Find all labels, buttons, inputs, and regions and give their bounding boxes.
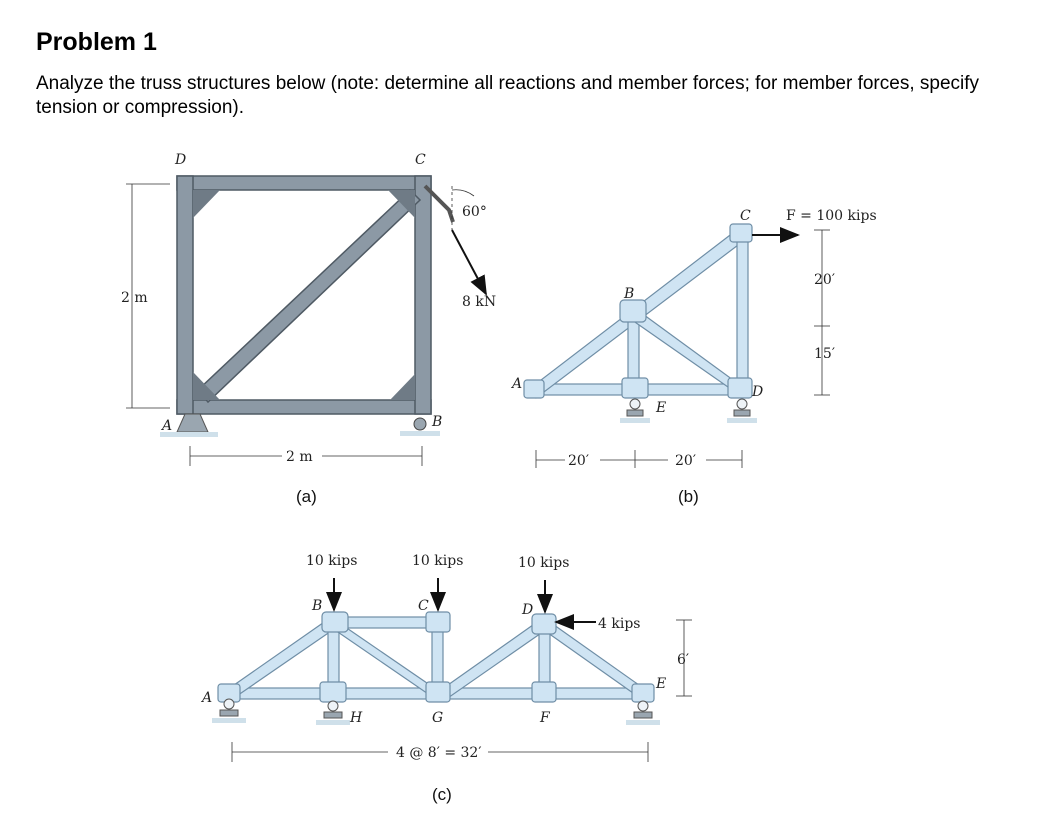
fig-c-load-d: 10 kips bbox=[518, 555, 570, 571]
figure-a bbox=[121, 152, 496, 506]
pin-support-a bbox=[177, 414, 208, 432]
fig-b-label-e: E bbox=[656, 400, 667, 416]
roller-support-h bbox=[316, 701, 350, 725]
fig-a-caption: (a) bbox=[296, 487, 317, 506]
fig-b-dim-left: 20′ bbox=[568, 453, 589, 469]
fig-b-label-a: A bbox=[512, 376, 523, 392]
fig-a-label-d: D bbox=[175, 152, 187, 168]
fig-b-label-d: D bbox=[752, 384, 764, 400]
fig-c-dim-height: 6′ bbox=[677, 652, 690, 668]
fig-c-dim-span: 4 @ 8′ = 32′ bbox=[396, 745, 482, 761]
fig-c-load-c: 10 kips bbox=[412, 553, 464, 569]
figure-c-truss bbox=[218, 612, 654, 702]
fig-b-dim-lower: 15′ bbox=[814, 346, 835, 362]
fig-a-label-a: A bbox=[162, 418, 173, 434]
fig-b-label-c: C bbox=[740, 208, 751, 224]
fig-c-caption: (c) bbox=[432, 785, 452, 804]
load-arrow-8kn bbox=[452, 230, 486, 294]
fig-c-label-c: C bbox=[418, 598, 429, 614]
pin-support-d bbox=[727, 399, 757, 423]
fig-c-label-a: A bbox=[202, 690, 213, 706]
fig-c-label-g: G bbox=[432, 710, 444, 726]
problem-statement: Analyze the truss structures below (note: determine all reactions and member forces; for member forces, specify tension or compression). bbox=[36, 73, 980, 118]
fig-b-caption: (b) bbox=[678, 487, 699, 506]
fig-c-load-h: 4 kips bbox=[598, 616, 641, 632]
fig-c-label-h: H bbox=[350, 710, 363, 726]
fig-b-dim-right: 20′ bbox=[675, 453, 696, 469]
fig-a-dim-width: 2 m bbox=[286, 449, 313, 465]
figure-b-truss bbox=[524, 224, 752, 398]
fig-a-load-label: 8 kN bbox=[462, 294, 497, 310]
fig-a-label-b: B bbox=[432, 414, 443, 430]
roller-support-e bbox=[626, 701, 660, 725]
fig-a-dim-height: 2 m bbox=[121, 290, 148, 306]
fig-c-load-b: 10 kips bbox=[306, 553, 358, 569]
fig-c-label-e: E bbox=[656, 676, 667, 692]
figure-a-truss bbox=[177, 176, 453, 414]
roller-support-b bbox=[414, 418, 426, 430]
fig-c-label-b: B bbox=[312, 598, 323, 614]
fig-c-label-d: D bbox=[522, 602, 534, 618]
pin-support-e bbox=[620, 399, 650, 423]
fig-a-label-c: C bbox=[415, 152, 426, 168]
fig-b-force-label: F = 100 kips bbox=[786, 208, 877, 224]
pin-support-a-c bbox=[212, 699, 246, 723]
problem-heading: Problem 1 bbox=[36, 28, 157, 56]
fig-c-label-f: F bbox=[540, 710, 550, 726]
fig-b-label-b: B bbox=[624, 286, 635, 302]
figure-c bbox=[200, 553, 692, 804]
figure-b bbox=[510, 208, 877, 506]
fig-a-angle: 60° bbox=[462, 204, 487, 220]
fig-b-dim-upper: 20′ bbox=[814, 272, 835, 288]
